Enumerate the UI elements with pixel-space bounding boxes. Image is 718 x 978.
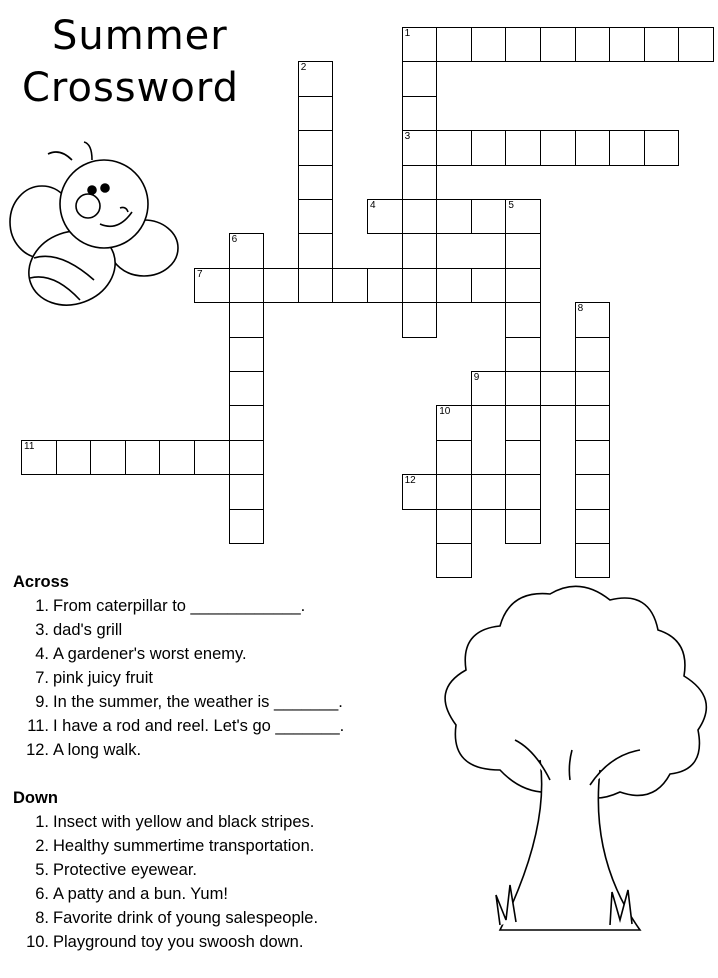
crossword-cell[interactable] [644,130,680,165]
crossword-cell[interactable] [540,130,576,165]
crossword-cell[interactable] [678,27,714,62]
tree-icon [440,580,718,957]
clue-number: 5 [508,200,514,211]
crossword-cell[interactable] [194,440,230,475]
crossword-cell[interactable] [575,405,611,440]
crossword-cell[interactable] [298,165,334,200]
crossword-cell[interactable] [402,130,438,165]
crossword-cell[interactable] [575,509,611,544]
crossword-cell[interactable] [505,27,541,62]
clue-index: 7. [35,669,49,687]
crossword-cell[interactable] [471,130,507,165]
clue-index: 1. [35,597,49,615]
crossword-cell[interactable] [505,371,541,406]
crossword-cell[interactable] [402,268,438,303]
crossword-cell[interactable] [402,61,438,96]
crossword-cell[interactable] [436,268,472,303]
crossword-cell[interactable] [505,474,541,509]
crossword-cell[interactable] [471,371,507,406]
down-clue [13,834,344,858]
clue-text: A patty and a bun. Yum! [53,885,228,903]
bee-icon [4,140,189,310]
crossword-cell[interactable] [402,302,438,337]
crossword-cell[interactable] [505,302,541,337]
clue-number: 9 [473,372,480,383]
clue-text: In the summer, the weather is _______. [53,693,343,711]
crossword-cell[interactable] [229,509,265,544]
title-line-2: Crossword [22,65,239,111]
down-clue [13,858,344,882]
clue-text: A gardener's worst enemy. [53,645,247,663]
down-clue [13,882,344,906]
clue-number: 12 [404,475,416,487]
crossword-cell[interactable] [332,268,368,303]
across-clue [13,714,344,738]
clue-number: 2 [300,62,307,74]
clues-section [13,570,344,978]
down-clue [13,906,344,930]
clue-text: From caterpillar to ____________. [53,597,306,615]
across-clue [13,666,344,690]
clue-text: Insect with yellow and black stripes. [53,813,315,831]
crossword-cell[interactable] [540,27,576,62]
crossword-cell[interactable] [575,27,611,62]
crossword-cell[interactable] [505,268,541,303]
across-clue [13,690,344,714]
crossword-cell[interactable] [402,199,438,234]
crossword-cell[interactable] [402,165,438,200]
crossword-cell[interactable] [436,405,472,440]
clue-text: Healthy summertime transportation. [53,837,315,855]
clue-index: 10. [26,933,49,951]
across-clue [13,642,344,666]
clue-index: 9. [35,693,49,711]
clue-number: 10 [439,406,451,418]
crossword-cell[interactable] [609,27,645,62]
crossword-cell[interactable] [21,440,57,475]
crossword-cell[interactable] [471,268,507,303]
down-clue [13,930,344,954]
crossword-cell[interactable] [436,440,472,475]
crossword-cell[interactable] [298,130,334,165]
clue-index: 2. [35,837,49,855]
clue-index: 11. [27,717,49,735]
crossword-cell[interactable] [402,27,438,62]
crossword-cell[interactable] [229,233,265,268]
crossword-cell[interactable] [159,440,195,475]
crossword-cell[interactable] [436,130,472,165]
crossword-cell[interactable] [402,474,438,509]
crossword-cell[interactable] [125,440,161,475]
clue-index: 3. [35,621,49,639]
across-clue-list [13,594,344,762]
crossword-cell[interactable] [505,509,541,544]
down-clue [13,810,344,834]
clue-number: 4 [370,200,376,211]
crossword-cell[interactable] [471,199,507,234]
crossword-cell[interactable] [367,199,403,234]
crossword-cell[interactable] [298,96,334,131]
crossword-cell[interactable] [56,440,92,475]
crossword-cell[interactable] [505,337,541,372]
across-clue [13,594,344,618]
crossword-cell[interactable] [575,474,611,509]
crossword-cell[interactable] [229,405,265,440]
crossword-cell[interactable] [298,199,334,234]
clue-number: 8 [577,303,584,315]
crossword-cell[interactable] [471,27,507,62]
crossword-cell[interactable] [90,440,126,475]
crossword-cell[interactable] [298,268,334,303]
crossword-cell[interactable] [263,268,299,303]
clue-number: 11 [24,440,35,452]
crossword-cell[interactable] [644,27,680,62]
across-clue [13,738,344,762]
title-line-1: Summer [52,13,228,59]
clue-text: A long walk. [53,741,142,759]
clue-number: 7 [197,268,203,280]
clue-index: 8. [35,909,49,927]
clue-index: 6. [35,885,49,903]
clue-text: I have a rod and reel. Let's go _______. [53,717,345,735]
clue-number: 1 [404,28,411,39]
crossword-cell[interactable] [194,268,230,303]
clue-index: 12. [26,741,49,759]
crossword-cell[interactable] [229,337,265,372]
clue-text: Playground toy you swoosh down. [53,933,304,951]
crossword-cell[interactable] [367,268,403,303]
crossword-cell[interactable] [575,440,611,475]
crossword-cell[interactable] [471,474,507,509]
down-clue-list [13,810,344,954]
across-heading: Across [13,573,69,591]
crossword-cell[interactable] [436,27,472,62]
crossword-cell[interactable] [505,405,541,440]
crossword-cell[interactable] [609,130,645,165]
crossword-cell[interactable] [575,130,611,165]
clue-index: 4. [35,645,49,663]
crossword-cell[interactable] [436,474,472,509]
crossword-cell[interactable] [575,302,611,337]
crossword-cell[interactable] [505,440,541,475]
clue-index: 5. [35,861,49,879]
crossword-cell[interactable] [298,233,334,268]
clue-index: 1. [35,813,49,831]
crossword-cell[interactable] [229,268,265,303]
crossword-cell[interactable] [402,233,438,268]
crossword-cell[interactable] [298,61,334,96]
crossword-cell[interactable] [575,371,611,406]
crossword-cell[interactable] [229,440,265,475]
down-heading: Down [13,789,58,807]
crossword-cell[interactable] [402,96,438,131]
clue-text: Protective eyewear. [53,861,197,879]
clue-number: 3 [404,131,411,143]
crossword-cell[interactable] [505,130,541,165]
clue-text: pink juicy fruit [53,669,153,687]
crossword-cell[interactable] [505,233,541,268]
clue-text: dad's grill [53,621,123,639]
clue-number: 6 [231,234,238,246]
crossword-cell[interactable] [229,371,265,406]
crossword-cell[interactable] [505,199,541,234]
crossword-cell[interactable] [436,509,472,544]
crossword-cell[interactable] [575,543,611,578]
crossword-cell[interactable] [575,337,611,372]
clue-text: Favorite drink of young salespeople. [53,909,319,927]
crossword-cell[interactable] [540,371,576,406]
crossword-cell[interactable] [229,474,265,509]
across-clue [13,618,344,642]
crossword-cell[interactable] [229,302,265,337]
crossword-cell[interactable] [436,199,472,234]
crossword-cell[interactable] [436,543,472,578]
